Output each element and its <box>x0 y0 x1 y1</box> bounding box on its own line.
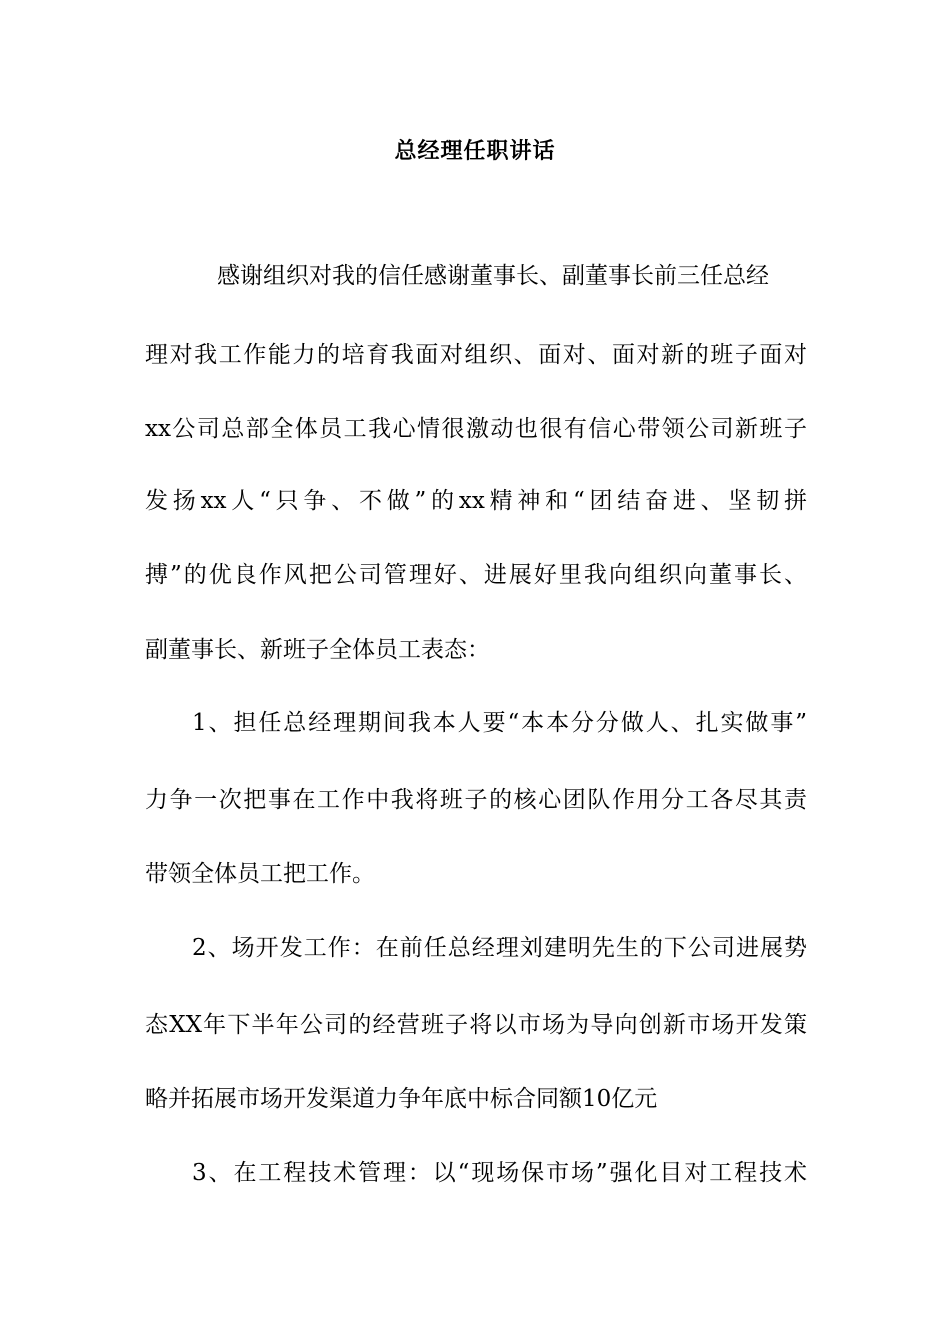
list-item-line: 2、场开发工作：在前任总经理刘建明先生的下公司进展势 <box>192 935 807 961</box>
paragraph-line: xx公司总部全体员工我心情很激动也很有信心带领公司新班子 <box>145 416 807 442</box>
paragraph-line: 理对我工作能力的培育我面对组织、面对、面对新的班子面对 <box>145 342 807 368</box>
list-item-line: 1、担任总经理期间我本人要“本本分分做人、扎实做事” <box>192 710 807 736</box>
list-item-line: 3、在工程技术管理：以“现场保市场”强化目对工程技术 <box>192 1160 807 1186</box>
list-item-line: 态XX年下半年公司的经营班子将以市场为导向创新市场开发策 <box>145 1012 807 1038</box>
paragraph-line: 副董事长、新班子全体员工表态： <box>145 637 490 663</box>
paragraph-line: 感谢组织对我的信任感谢董事长、副董事长前三任总经 <box>217 263 769 289</box>
paragraph-line: 发扬xx人“只争、不做”的xx精神和“团结奋进、坚韧拼 <box>145 488 807 514</box>
paragraph-line: 搏”的优良作风把公司管理好、进展好里我向组织向董事长、 <box>145 562 807 588</box>
list-item-line: 带领全体员工把工作。 <box>145 861 375 887</box>
list-item-line: 略并拓展市场开发渠道力争年底中标合同额10亿元 <box>145 1086 658 1112</box>
list-item-line: 力争一次把事在工作中我将班子的核心团队作用分工各尽其责 <box>145 787 807 813</box>
document-title: 总经理任职讲话 <box>394 139 556 164</box>
